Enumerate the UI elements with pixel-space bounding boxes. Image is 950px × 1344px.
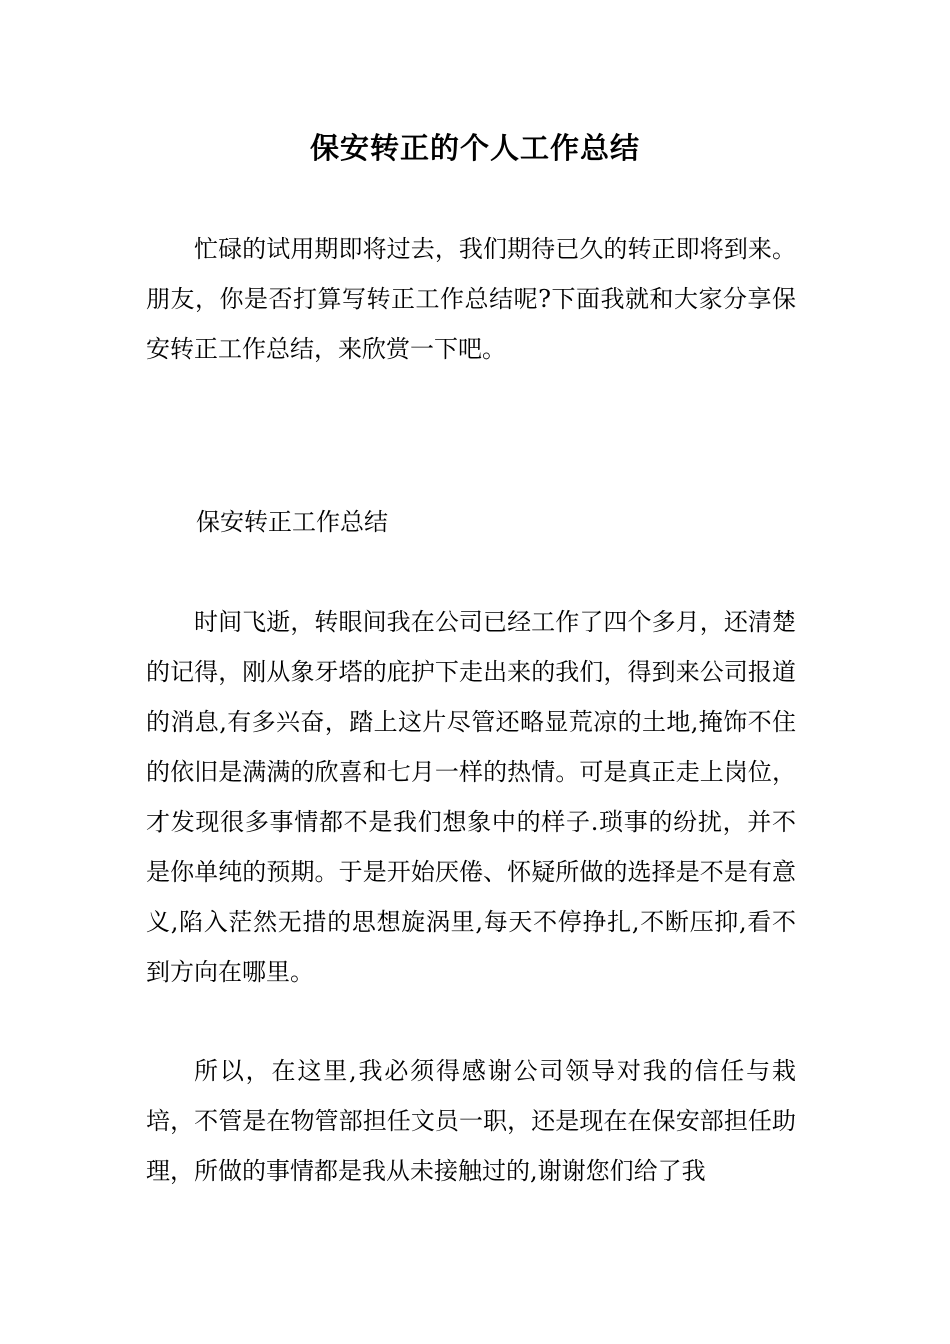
intro-paragraph: 忙碌的试用期即将过去，我们期待已久的转正即将到来。朋友，你是否打算写转正工作总结呢?下面我就和大家分享保安转正工作总结，来欣赏一下吧。 [146, 235, 796, 363]
body-paragraph-2: 所以，在这里,我必须得感谢公司领导对我的信任与栽培，不管是在物管部担任文员一职，还是现在在保安部担任助理，所做的事情都是我从未接触过的,谢谢您们给了我 [146, 1057, 796, 1185]
body-paragraph-1: 时间飞逝，转眼间我在公司已经工作了四个多月，还清楚的记得，刚从象牙塔的庇护下走出来的我们，得到来公司报道的消息,有多兴奋，踏上这片尽管还略显荒凉的土地,掩饰不住的依旧是满满的欣喜和七月一样的热情。可是真正走上岗位，才发现很多事情都不是我们想象中的样子.琐事的纷扰，并不是你单纯的预期。于是开始厌倦、怀疑所做的选择是不是有意义,陷入茫然无措的思想旋涡里,每天不停挣扎,不断压抑,看不到方向在哪里。 [146, 608, 796, 986]
section-heading: 保安转正工作总结 [196, 508, 388, 536]
document-title: 保安转正的个人工作总结 [309, 131, 640, 165]
